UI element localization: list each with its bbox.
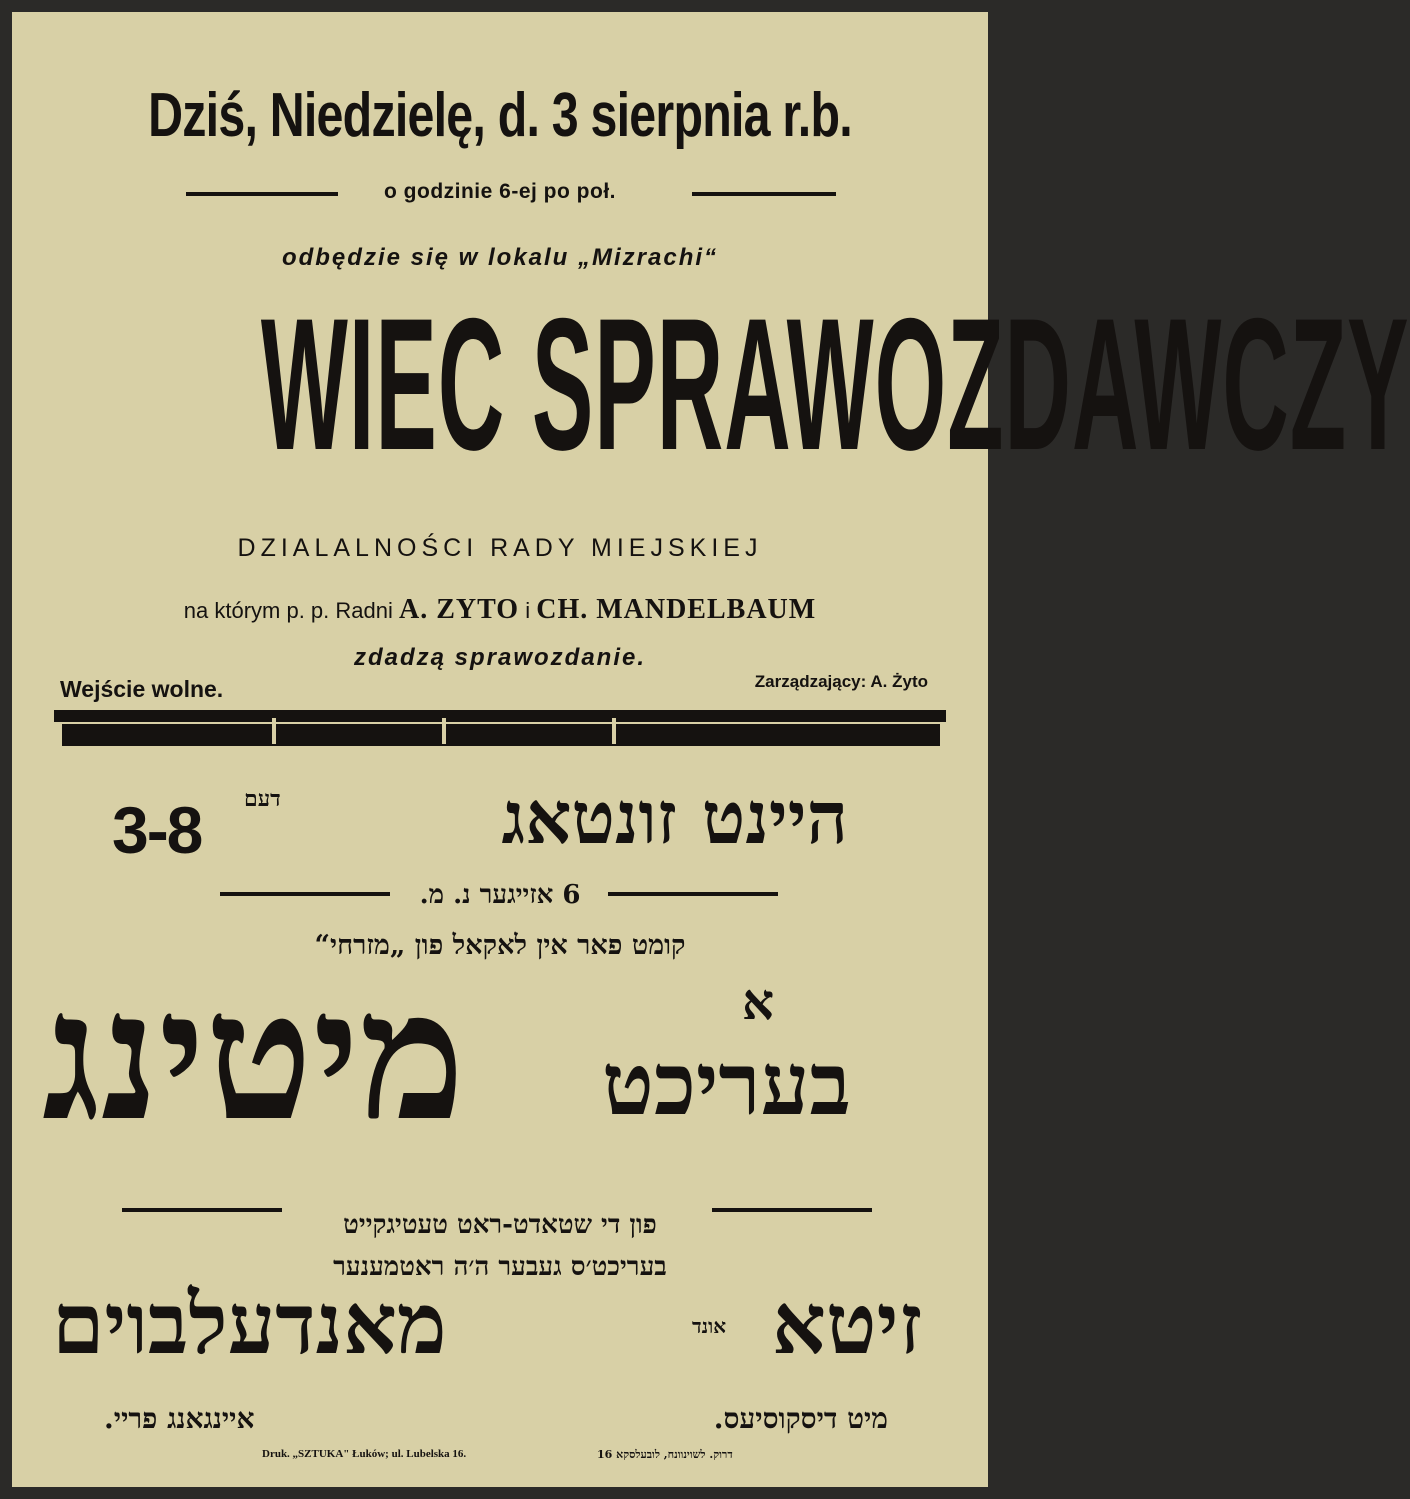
yiddish-council-activity: פון די שטאדט-ראט טעטיגקייט <box>343 1210 657 1240</box>
time-rule-right <box>692 192 836 196</box>
yiddish-date-heading: היינט זונטאג <box>501 775 848 860</box>
council-prefix: na którym p. p. Radni <box>183 598 393 623</box>
yiddish-meeting-word: מיטינג <box>42 951 466 1160</box>
section-divider-top <box>54 710 946 722</box>
council-name-1: A. ZYTO <box>399 594 520 625</box>
divider-tick-3 <box>612 718 616 744</box>
polish-report: zdadzą sprawozdanie. <box>353 644 647 671</box>
yiddish-venue: קומט פאר אין לאקאל פון „מזרחי“ <box>314 930 686 961</box>
polish-council-line <box>12 594 988 626</box>
printer-yiddish: דרוק. לשוינוונח, לובעלסקא 16 <box>597 1448 733 1461</box>
divider-tick-1 <box>272 718 276 744</box>
yiddish-name-1: זיטא <box>772 1274 923 1373</box>
yiddish-name-2: מאנדעלבוים <box>52 1274 447 1373</box>
yiddish-report-word: בעריכט <box>602 1034 851 1135</box>
polish-venue: odbędzie się w lokalu „Mizrachi“ <box>281 244 719 271</box>
yiddish-time: 6 אזייגער נ. מ. <box>419 880 581 910</box>
polish-entry: Wejście wolne. <box>60 676 224 702</box>
yiddish-article: א <box>742 972 775 1031</box>
yiddish-report-by: בעריכט׳ס געבער ה׳ה ראטמענער <box>333 1252 667 1282</box>
divider-tick-2 <box>442 718 446 744</box>
council-name-2: CH. MANDELBAUM <box>536 594 817 625</box>
section-divider-bottom <box>62 724 940 746</box>
polish-subtitle: DZIALALNOŚCI RADY MIEJSKIEJ <box>237 534 763 562</box>
yiddish-date-number: 3-8 <box>112 793 202 867</box>
printer-polish: Druk. „SZTUKA" Łuków; ul. Lubelska 16. <box>262 1448 467 1460</box>
polish-manager: Zarządzający: A. Żyto <box>754 672 928 691</box>
polish-date-heading: Dziś, Niedzielę, d. 3 sierpnia r.b. <box>148 81 852 150</box>
yiddish-council-rule-right <box>712 1208 872 1212</box>
council-conj: i <box>525 598 531 623</box>
polish-title: WIEC SPRAWOZDAWCZY <box>260 279 1410 489</box>
polish-time: o godzinie 6-ej po poł. <box>384 180 616 203</box>
yiddish-time-rule-right <box>608 892 778 896</box>
yiddish-und: אונד <box>692 1314 727 1338</box>
yiddish-discussion: מיט דיסקוסיעס. <box>713 1402 888 1435</box>
yiddish-date-dem: דעם <box>244 786 281 812</box>
yiddish-entry: איינגאנג פריי. <box>104 1402 255 1435</box>
poster <box>12 12 1410 1487</box>
